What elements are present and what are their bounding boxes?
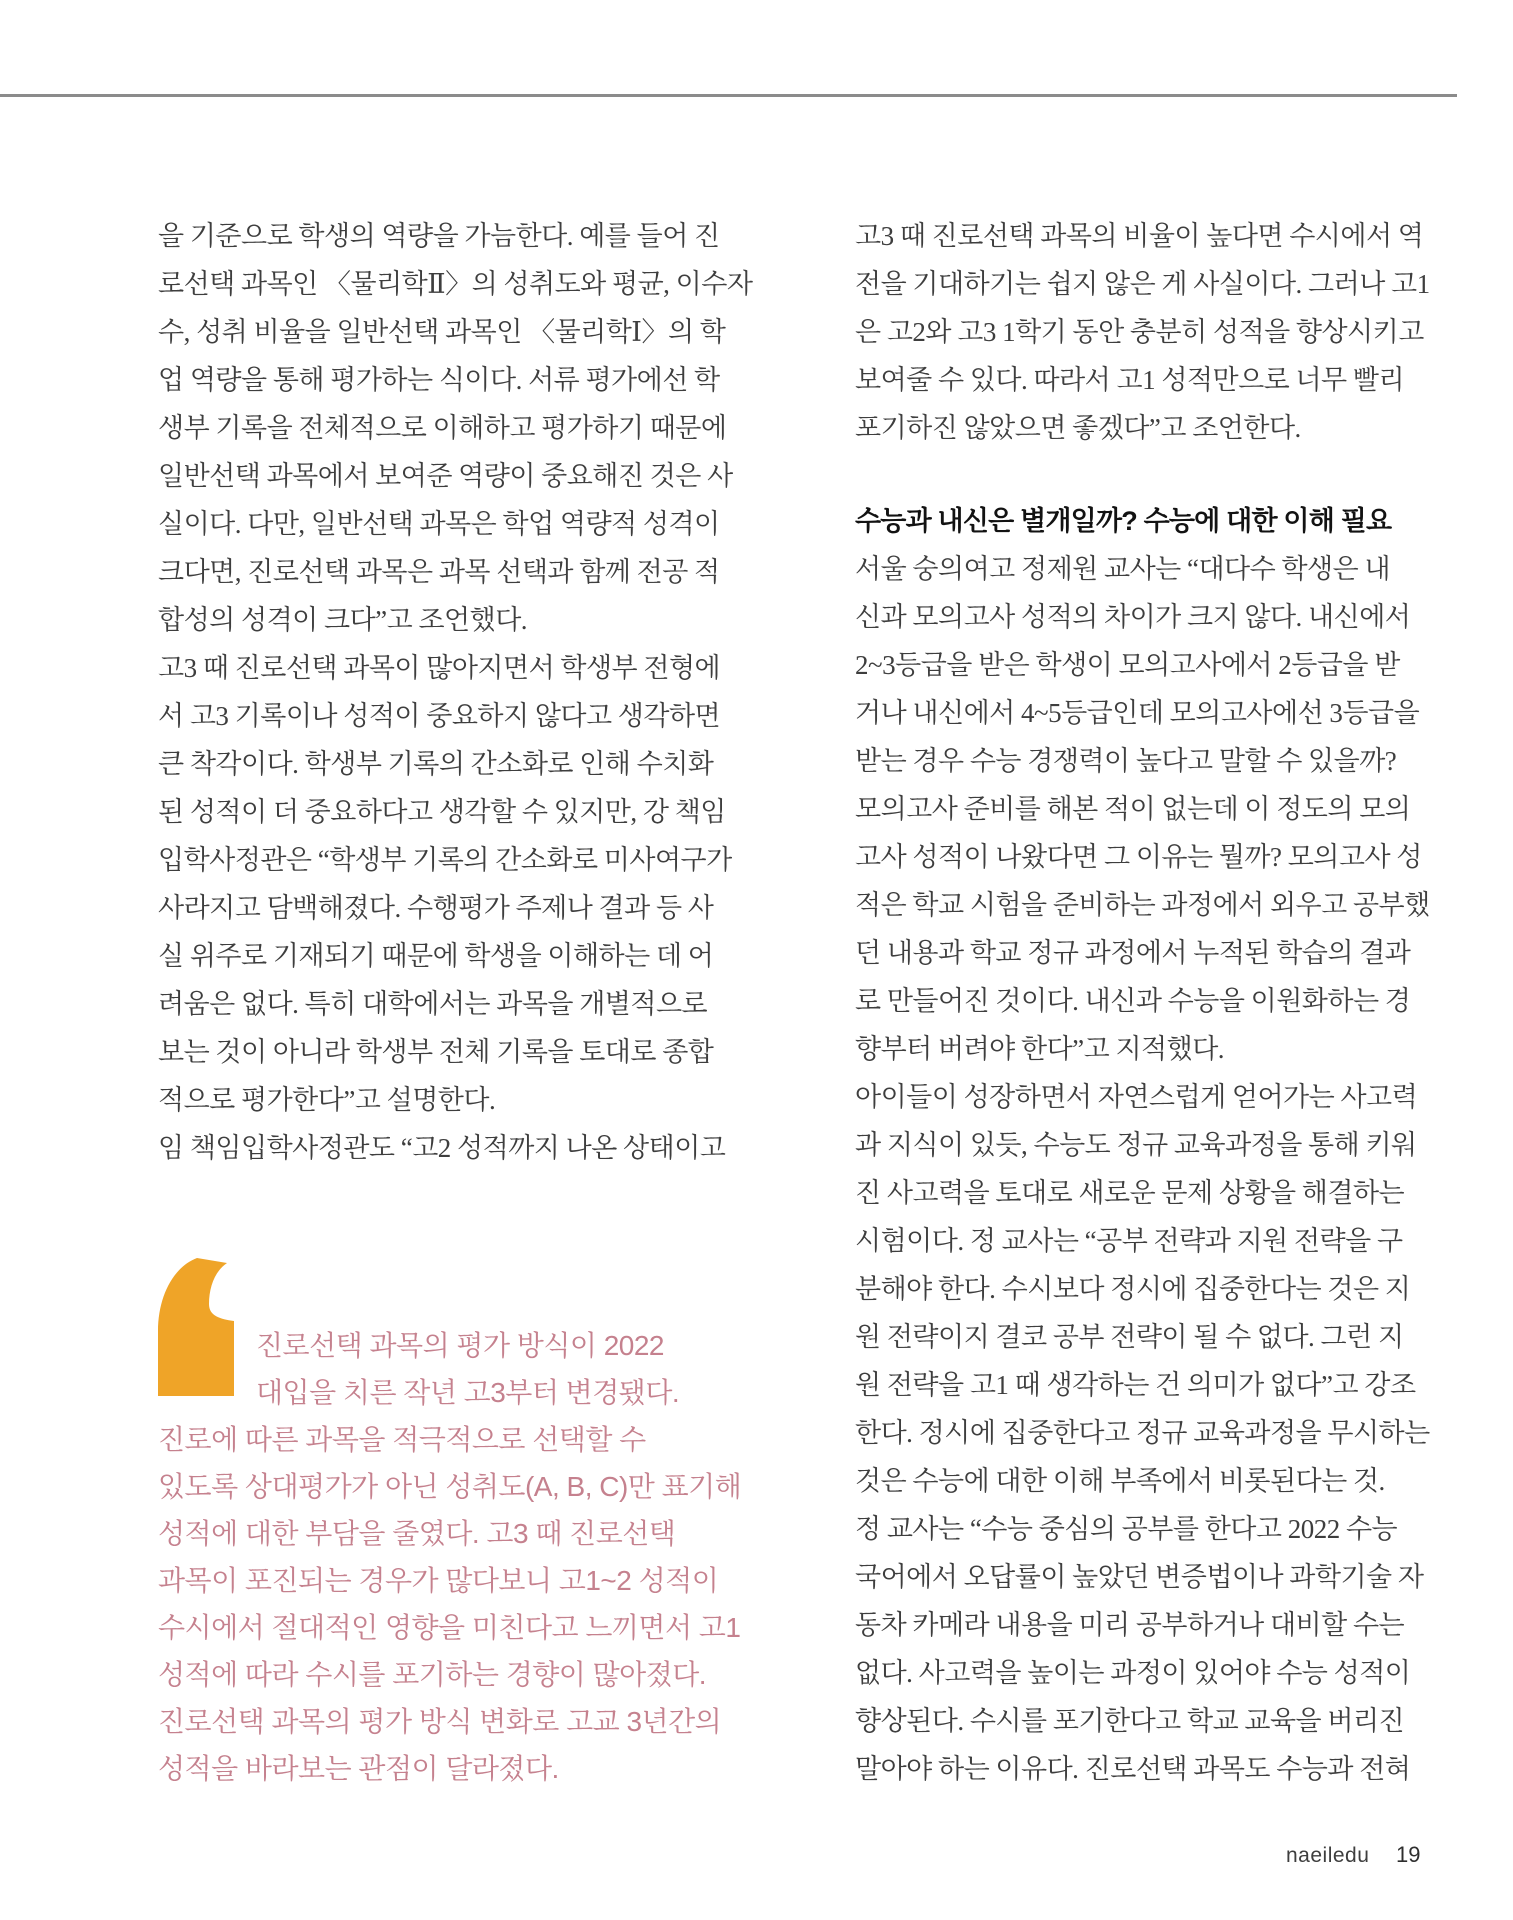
text-line: 원 전략을 고1 때 생각하는 건 의미가 없다”고 강조 <box>855 1370 1416 1400</box>
text-line: 원 전략이지 결코 공부 전략이 될 수 없다. 그런 지 <box>855 1322 1404 1352</box>
text-line: 대입을 치른 작년 고3부터 변경됐다. <box>256 1377 680 1408</box>
text-line: 말아야 하는 이유다. 진로선택 과목도 수능과 전혀 <box>855 1754 1411 1784</box>
text-line: 향상된다. 수시를 포기한다고 학교 교육을 버리진 <box>855 1706 1405 1736</box>
text-line: 된 성적이 더 중요하다고 생각할 수 있지만, 강 책임 <box>158 797 726 827</box>
text-line: 진로에 따른 과목을 적극적으로 선택할 수 <box>158 1424 646 1455</box>
right-column-intro <box>855 212 1430 452</box>
text-line: 고3 때 진로선택 과목의 비율이 높다면 수시에서 역 <box>855 221 1424 251</box>
text-line: 모의고사 준비를 해본 적이 없는데 이 정도의 모의 <box>855 794 1411 824</box>
text-line: 성적을 바라보는 관점이 달라졌다. <box>158 1753 559 1784</box>
text-line: 과목이 포진되는 경우가 많다보니 고1~2 성적이 <box>158 1565 719 1596</box>
text-line: 보는 것이 아니라 학생부 전체 기록을 토대로 종합 <box>158 1037 714 1067</box>
text-line: 향부터 버려야 한다”고 지적했다. <box>855 1034 1225 1064</box>
text-line: 을 기준으로 학생의 역량을 가늠한다. 예를 들어 진 <box>158 221 720 251</box>
text-line: 업 역량을 통해 평가하는 식이다. 서류 평가에선 학 <box>158 365 720 395</box>
text-line: 아이들이 성장하면서 자연스럽게 얻어가는 사고력 <box>855 1082 1418 1112</box>
text-line: 려움은 없다. 특히 대학에서는 과목을 개별적으로 <box>158 989 708 1019</box>
text-line: 없다. 사고력을 높이는 과정이 있어야 수능 성적이 <box>855 1658 1411 1688</box>
text-line: 던 내용과 학교 정규 과정에서 누적된 학습의 결과 <box>855 938 1411 968</box>
text-line: 전을 기대하기는 쉽지 않은 게 사실이다. 그러나 고1 <box>855 269 1430 299</box>
text-line: 로선택 과목인 〈물리학Ⅱ〉의 성취도와 평균, 이수자 <box>158 269 753 299</box>
text-line: 진로선택 과목의 평가 방식 변화로 고교 3년간의 <box>158 1706 722 1737</box>
text-line: 거나 내신에서 4~5등급인데 모의고사에선 3등급을 <box>855 698 1420 728</box>
top-rule <box>0 94 1457 97</box>
text-line: 은 고2와 고3 1학기 동안 충분히 성적을 향상시키고 <box>855 317 1424 347</box>
text-line: 일반선택 과목에서 보여준 역량이 중요해진 것은 사 <box>158 461 733 491</box>
text-line: 정 교사는 “수능 중심의 공부를 한다고 2022 수능 <box>855 1514 1398 1544</box>
text-line: 신과 모의고사 성적의 차이가 크지 않다. 내신에서 <box>855 602 1411 632</box>
text-line: 것은 수능에 대한 이해 부족에서 비롯된다는 것. <box>855 1466 1385 1496</box>
right-column <box>855 212 1430 1793</box>
text-line: 임 책임입학사정관도 “고2 성적까지 나온 상태이고 <box>158 1133 726 1163</box>
text-line: 크다면, 진로선택 과목은 과목 선택과 함께 전공 적 <box>158 557 720 587</box>
text-line: 한다. 정시에 집중한다고 정규 교육과정을 무시하는 <box>855 1418 1430 1448</box>
text-line: 고사 성적이 나왔다면 그 이유는 뭘까? 모의고사 성 <box>855 842 1422 872</box>
text-line: 고3 때 진로선택 과목이 많아지면서 학생부 전형에 <box>158 653 721 683</box>
footer-page-number: 19 <box>1396 1842 1421 1867</box>
text-line: 과 지식이 있듯, 수능도 정규 교육과정을 통해 키워 <box>855 1130 1417 1160</box>
text-line: 동차 카메라 내용을 미리 공부하거나 대비할 수는 <box>855 1610 1405 1640</box>
right-column-body <box>855 545 1430 1793</box>
text-line: 시험이다. 정 교사는 “공부 전략과 지원 전략을 구 <box>855 1226 1403 1256</box>
text-line: 진 사고력을 토대로 새로운 문제 상황을 해결하는 <box>855 1178 1405 1208</box>
pull-quote-indented-lines <box>256 1322 679 1416</box>
text-line: 로 만들어진 것이다. 내신과 수능을 이원화하는 경 <box>855 986 1411 1016</box>
text-line: 성적에 따라 수시를 포기하는 경향이 많아졌다. <box>158 1659 707 1690</box>
text-line: 수시에서 절대적인 영향을 미친다고 느끼면서 고1 <box>158 1612 741 1643</box>
text-line: 국어에서 오답률이 높았던 변증법이나 과학기술 자 <box>855 1562 1424 1592</box>
text-line: 큰 착각이다. 학생부 기록의 간소화로 인해 수치화 <box>158 749 714 779</box>
text-line: 적으로 평가한다”고 설명한다. <box>158 1085 496 1115</box>
pull-quote-body <box>158 1416 742 1792</box>
text-line: 사라지고 담백해졌다. 수행평가 주제나 결과 등 사 <box>158 893 714 923</box>
text-line: 입학사정관은 “학생부 기록의 간소화로 미사여구가 <box>158 845 732 875</box>
text-line: 생부 기록을 전체적으로 이해하고 평가하기 때문에 <box>158 413 727 443</box>
text-line: 적은 학교 시험을 준비하는 과정에서 외우고 공부했 <box>855 890 1430 920</box>
text-line: 보여줄 수 있다. 따라서 고1 성적만으로 너무 빨리 <box>855 365 1405 395</box>
text-line: 받는 경우 수능 경쟁력이 높다고 말할 수 있을까? <box>855 746 1397 776</box>
text-line: 분해야 한다. 수시보다 정시에 집중한다는 것은 지 <box>855 1274 1411 1304</box>
text-line: 성적에 대한 부담을 줄였다. 고3 때 진로선택 <box>158 1518 676 1549</box>
text-line: 진로선택 과목의 평가 방식이 2022 <box>256 1330 664 1361</box>
text-line: 2~3등급을 받은 학생이 모의고사에서 2등급을 받 <box>855 650 1400 680</box>
text-line: 포기하진 않았으면 좋겠다”고 조언한다. <box>855 413 1301 443</box>
left-column-text <box>158 212 753 1172</box>
text-line: 실 위주로 기재되기 때문에 학생을 이해하는 데 어 <box>158 941 714 971</box>
text-line: 있도록 상대평가가 아닌 성취도(A, B, C)만 표기해 <box>158 1471 742 1502</box>
text-line: 수, 성취 비율을 일반선택 과목인 〈물리학Ⅰ〉의 학 <box>158 317 726 347</box>
text-line: 실이다. 다만, 일반선택 과목은 학업 역량적 성격이 <box>158 509 720 539</box>
text-line: 서 고3 기록이나 성적이 중요하지 않다고 생각하면 <box>158 701 721 731</box>
text-line: 서울 숭의여고 정제원 교사는 “대다수 학생은 내 <box>855 554 1391 584</box>
text-line: 합성의 성격이 크다”고 조언했다. <box>158 605 528 635</box>
footer-brand: naeiledu <box>1286 1844 1370 1867</box>
section-heading: 수능과 내신은 별개일까? 수능에 대한 이해 필요 <box>855 506 1392 536</box>
quote-mark-icon <box>158 1258 234 1396</box>
